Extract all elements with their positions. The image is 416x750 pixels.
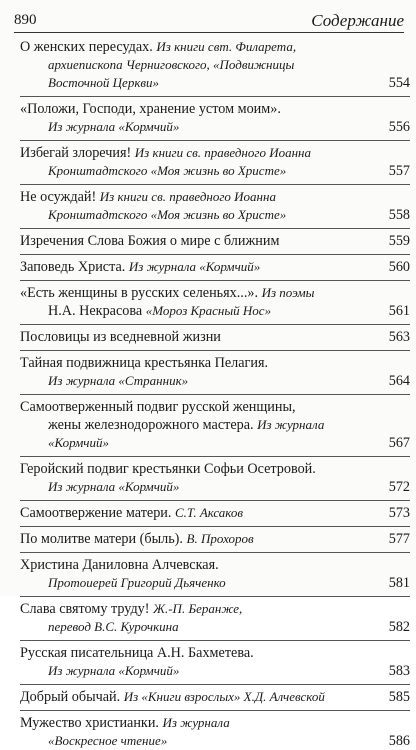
toc-entry-line	[20, 478, 410, 496]
entry-source-text: В. Прохоров	[186, 531, 254, 546]
toc-entry	[20, 504, 410, 522]
toc-entry-line	[20, 398, 410, 416]
toc-entry-line	[20, 38, 410, 56]
toc-entry-line	[20, 504, 410, 522]
toc-entry-line	[20, 574, 410, 592]
entry-source-text: Из «Книги взрослых» Х.Д. Алчевской	[123, 689, 325, 704]
entry-source-text: Из книги свт. Филарета,	[156, 39, 297, 54]
entry-source-text: Протоиерей Григорий Дьяченко	[48, 575, 226, 590]
entry-source-text: С.Т. Аксаков	[174, 505, 244, 520]
entry-page-number: 572	[388, 479, 410, 495]
entry-title-text: Пословицы из вседневной жизни	[20, 329, 221, 345]
toc-entry-line	[20, 688, 410, 706]
entry-divider	[20, 394, 410, 395]
table-of-contents	[20, 38, 410, 750]
entry-source-text: Кронштадтского «Моя жизнь во Христе»	[48, 163, 287, 178]
toc-entry-line	[20, 188, 410, 206]
entry-divider	[20, 254, 410, 255]
toc-entry-line	[20, 530, 410, 548]
entry-title-text: Христина Даниловна Алчевская.	[20, 557, 219, 573]
entry-title-text: Н.А. Некрасова	[48, 303, 146, 319]
toc-entry	[20, 644, 410, 680]
entry-title-text: Слава святому труду!	[20, 601, 154, 617]
entry-page-number: 556	[388, 119, 410, 135]
toc-entry-line	[20, 434, 410, 452]
toc-entry-line	[20, 600, 410, 618]
entry-source-text: «Мороз Красный Нос»	[145, 303, 272, 318]
page-number: 890	[14, 12, 37, 28]
entry-source-text: Из журнала «Кормчий»	[48, 479, 180, 494]
entry-divider	[20, 500, 410, 501]
entry-source-text: «Кормчий»	[48, 435, 109, 450]
toc-entry	[20, 460, 410, 496]
entry-page-number: 558	[388, 207, 410, 223]
toc-entry-line	[20, 460, 410, 478]
toc-entry-line	[20, 302, 410, 320]
entry-source-text: «Воскресное чтение»	[48, 733, 168, 748]
entry-title-text: Самоотверженный подвиг русской женщины,	[20, 399, 296, 415]
toc-entry-line	[20, 618, 410, 636]
toc-entry-line	[20, 372, 410, 390]
entry-source-text: Из журнала «Кормчий»	[48, 663, 180, 678]
entry-page-number: 577	[388, 531, 410, 547]
page-header	[14, 10, 404, 33]
entry-source-text: Ж.-П. Беранже,	[153, 601, 243, 616]
toc-entry	[20, 258, 410, 276]
entry-divider	[20, 350, 410, 351]
entry-title-text: «Положи, Господи, хранение устом моим».	[20, 101, 281, 117]
entry-divider	[20, 456, 410, 457]
toc-entry-line	[20, 416, 410, 434]
entry-title-text: «Есть женщины в русских селеньях...».	[20, 285, 262, 301]
entry-page-number: 585	[388, 689, 410, 705]
toc-entry-line	[20, 74, 410, 92]
entry-page-number: 561	[388, 303, 410, 319]
toc-entry	[20, 144, 410, 180]
toc-entry-line	[20, 100, 410, 118]
entry-source-text: Кронштадтского «Моя жизнь во Христе»	[48, 207, 287, 222]
entry-title-text: О женских пересудах.	[20, 39, 157, 55]
entry-divider	[20, 684, 410, 685]
toc-entry	[20, 714, 410, 750]
toc-entry	[20, 688, 410, 706]
entry-divider	[20, 526, 410, 527]
toc-entry	[20, 600, 410, 636]
entry-page-number: 586	[388, 733, 410, 749]
entry-page-number: 567	[388, 435, 410, 451]
toc-entry-line	[20, 284, 410, 302]
entry-source-text: Из журнала «Кормчий»	[128, 259, 261, 274]
entry-source-text: архиепископа Черниговского, «Подвижницы	[48, 57, 295, 72]
entry-page-number: 583	[388, 663, 410, 679]
entry-divider	[20, 228, 410, 229]
toc-entry-line	[20, 258, 410, 276]
entry-source-text: Из книги св. праведного Иоанна	[134, 145, 311, 160]
toc-entry-line	[20, 644, 410, 662]
entry-divider	[20, 640, 410, 641]
toc-entry	[20, 232, 410, 250]
entry-page-number: 554	[388, 75, 410, 91]
toc-entry-line	[20, 162, 410, 180]
toc-entry	[20, 100, 410, 136]
toc-entry	[20, 556, 410, 592]
entry-title-text: Заповедь Христа.	[20, 259, 129, 275]
entry-title-text: Мужество христианки.	[20, 715, 163, 731]
toc-entry-line	[20, 714, 410, 732]
entry-title-text: Добрый обычай.	[20, 689, 124, 705]
toc-entry-line	[20, 556, 410, 574]
entry-page-number: 573	[388, 505, 410, 521]
entry-source-text: Из журнала «Кормчий»	[48, 119, 180, 134]
toc-entry-line	[20, 354, 410, 372]
entry-source-text: Из журнала «Странник»	[48, 373, 189, 388]
toc-entry	[20, 188, 410, 224]
toc-entry	[20, 328, 410, 346]
entry-source-text: Восточной Церкви»	[48, 75, 160, 90]
entry-page-number: 559	[388, 233, 410, 249]
entry-title-text: жены железнодорожного мастера.	[48, 417, 258, 433]
entry-page-number: 563	[388, 329, 410, 345]
entry-page-number: 581	[388, 575, 410, 591]
toc-entry-line	[20, 328, 410, 346]
entry-title-text: Геройский подвиг крестьянки Софьи Осетровой.	[20, 461, 316, 477]
entry-title-text: Тайная подвижница крестьянка Пелагия.	[20, 355, 269, 371]
toc-entry	[20, 398, 410, 452]
entry-title-text: Не осуждай!	[20, 189, 100, 205]
toc-entry-line	[20, 732, 410, 750]
entry-divider	[20, 596, 410, 597]
entry-divider	[20, 552, 410, 553]
entry-source-text: Из журнала	[257, 417, 325, 432]
entry-title-text: Избегай злоречия!	[20, 145, 135, 161]
entry-source-text: перевод В.С. Курочкина	[48, 619, 179, 634]
toc-entry-line	[20, 232, 410, 250]
toc-entry-line	[20, 56, 410, 74]
toc-entry	[20, 284, 410, 320]
entry-page-number: 560	[388, 259, 410, 275]
toc-entry	[20, 530, 410, 548]
entry-page-number: 557	[388, 163, 410, 179]
toc-entry	[20, 354, 410, 390]
toc-entry-line	[20, 144, 410, 162]
entry-divider	[20, 280, 410, 281]
entry-divider	[20, 96, 410, 97]
entry-divider	[20, 710, 410, 711]
entry-source-text: Из поэмы	[261, 285, 315, 300]
entry-page-number: 564	[388, 373, 410, 389]
entry-divider	[20, 184, 410, 185]
toc-entry-line	[20, 118, 410, 136]
entry-title-text: Самоотвержение матери.	[20, 505, 175, 521]
entry-source-text: Из книги св. праведного Иоанна	[99, 189, 276, 204]
toc-entry-line	[20, 662, 410, 680]
entry-title-text: По молитве матери (быль).	[20, 531, 187, 547]
entry-divider	[20, 140, 410, 141]
toc-entry-line	[20, 206, 410, 224]
entry-source-text: Из журнала	[162, 715, 230, 730]
entry-title-text: Изречения Слова Божия о мире с ближним	[20, 233, 280, 249]
toc-entry	[20, 38, 410, 92]
entry-title-text: Русская писательница А.Н. Бахметева.	[20, 645, 254, 661]
running-title: Содержание	[311, 11, 404, 30]
entry-divider	[20, 324, 410, 325]
entry-page-number: 582	[388, 619, 410, 635]
